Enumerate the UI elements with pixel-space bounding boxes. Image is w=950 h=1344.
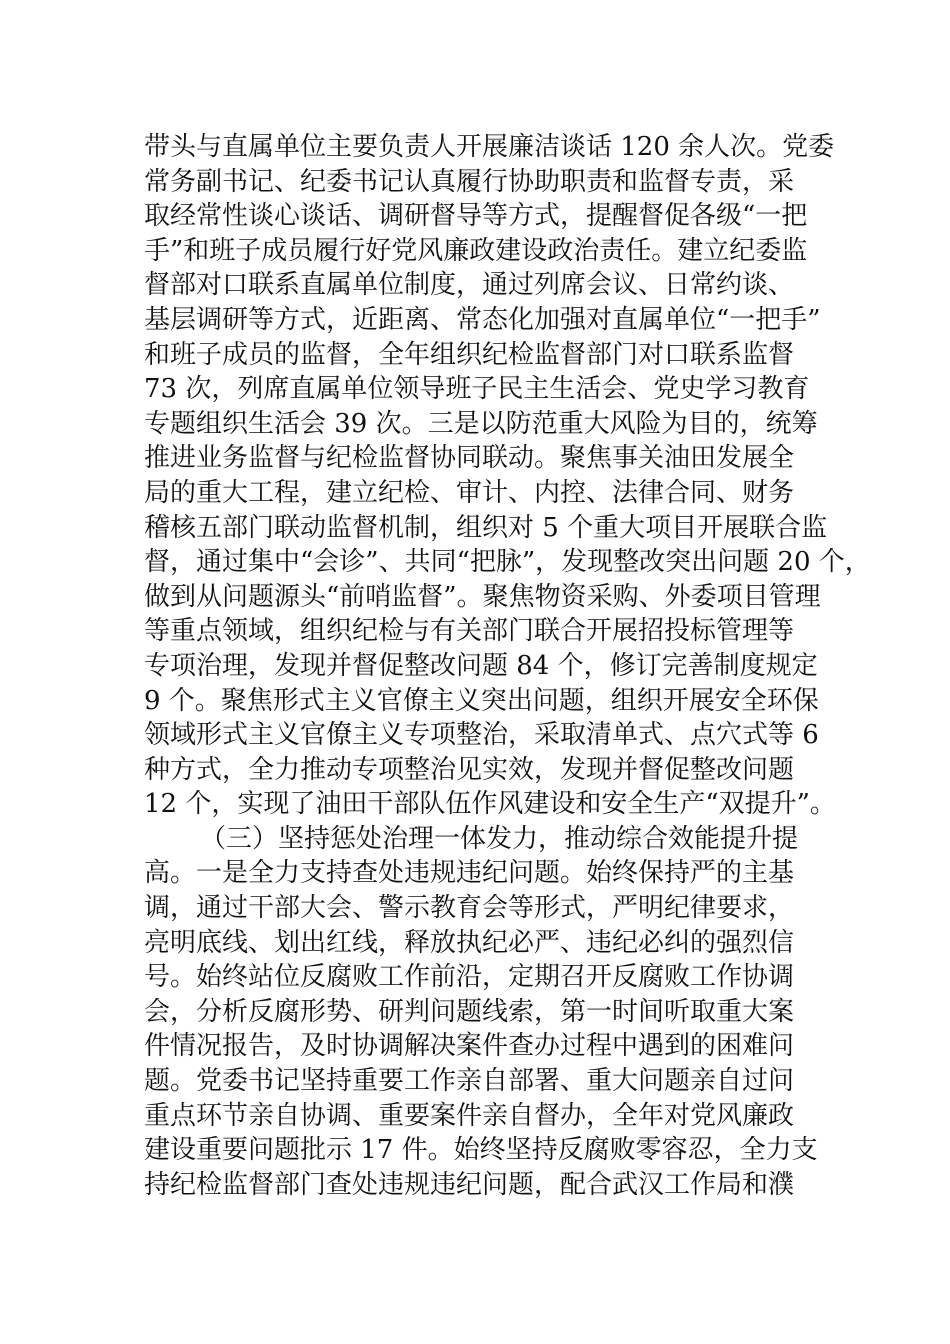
text-line: 等重点领域，组织纪检与有关部门联合开展招投标管理等 (144, 616, 795, 647)
text-line: 局的重大工程，建立纪检、审计、内控、法律合同、财务 (144, 477, 795, 508)
text-line: 常务副书记、纪委书记认真履行协助职责和监督专责，采 (144, 166, 795, 197)
text-line: 推进业务监督与纪检监督协同联动。聚焦事关油田发展全 (144, 443, 795, 474)
text-line: 基层调研等方式，近距离、常态化加强对直属单位“一把手” (144, 304, 821, 335)
text-line: 会，分析反腐形势、研判问题线索，第一时间听取重大案 (144, 996, 795, 1027)
body-text (144, 130, 871, 1202)
text-line: 9 个。聚焦形式主义官僚主义突出问题，组织开展安全环保 (144, 685, 819, 716)
text-line: 专题组织生活会 39 次。三是以防范重大风险为目的，统筹 (144, 408, 818, 439)
text-line: 重点环节亲自协调、重要案件亲自督办，全年对党风廉政 (144, 1100, 795, 1131)
text-line: 种方式，全力推动专项整治见实效，发现并督促整改问题 (144, 754, 795, 785)
text-line: 手”和班子成员履行好党风廉政建设政治责任。建立纪委监 (144, 235, 808, 266)
text-line: 题。党委书记坚持重要工作亲自部署、重大问题亲自过问 (144, 1066, 795, 1097)
text-line: 督，通过集中“会诊”、共同“把脉”，发现整改突出问题 20 个， (144, 547, 871, 578)
text-line: 带头与直属单位主要负责人开展廉洁谈话 120 余人次。党委 (144, 132, 835, 162)
text-line: 亮明底线、划出红线，释放执纪必严、违纪必纠的强烈信 (144, 927, 795, 958)
text-line: 持纪检监督部门查处违规违纪问题，配合武汉工作局和濮 (144, 1169, 795, 1200)
text-line: 和班子成员的监督，全年组织纪检监督部门对口联系监督 (144, 339, 795, 370)
text-line: 12 个，实现了油田干部队伍作风建设和安全生产“双提升”。 (144, 789, 836, 820)
text-line: 号。始终站位反腐败工作前沿，定期召开反腐败工作协调 (144, 962, 795, 993)
text-line: 73 次，列席直属单位领导班子民主生活会、党史学习教育 (144, 374, 810, 405)
section-heading-line: （三）坚持惩处治理一体发力，推动综合效能提升提 (200, 823, 799, 854)
text-line: 建设重要问题批示 17 件。始终坚持反腐败零容忍，全力支 (144, 1135, 818, 1166)
text-line: 取经常性谈心谈话、调研督导等方式，提醒督促各级“一把 (144, 201, 808, 232)
text-line: 高。一是全力支持查处违规违纪问题。始终保持严的主基 (144, 858, 795, 889)
text-line: 专项治理，发现并督促整改问题 84 个，修订完善制度规定 (144, 650, 818, 681)
text-line: 稽核五部门联动监督机制，组织对 5 个重大项目开展联合监 (144, 512, 828, 543)
text-line: 件情况报告，及时协调解决案件查办过程中遇到的困难问 (144, 1031, 795, 1062)
text-line: 督部对口联系直属单位制度，通过列席会议、日常约谈、 (144, 270, 795, 301)
text-line: 做到从问题源头“前哨监督”。聚焦物资采购、外委项目管理 (144, 581, 821, 612)
text-line: 领域形式主义官僚主义专项整治，采取清单式、点穴式等 6 (144, 720, 819, 751)
text-line: 调，通过干部大会、警示教育会等形式，严明纪律要求， (144, 893, 795, 924)
